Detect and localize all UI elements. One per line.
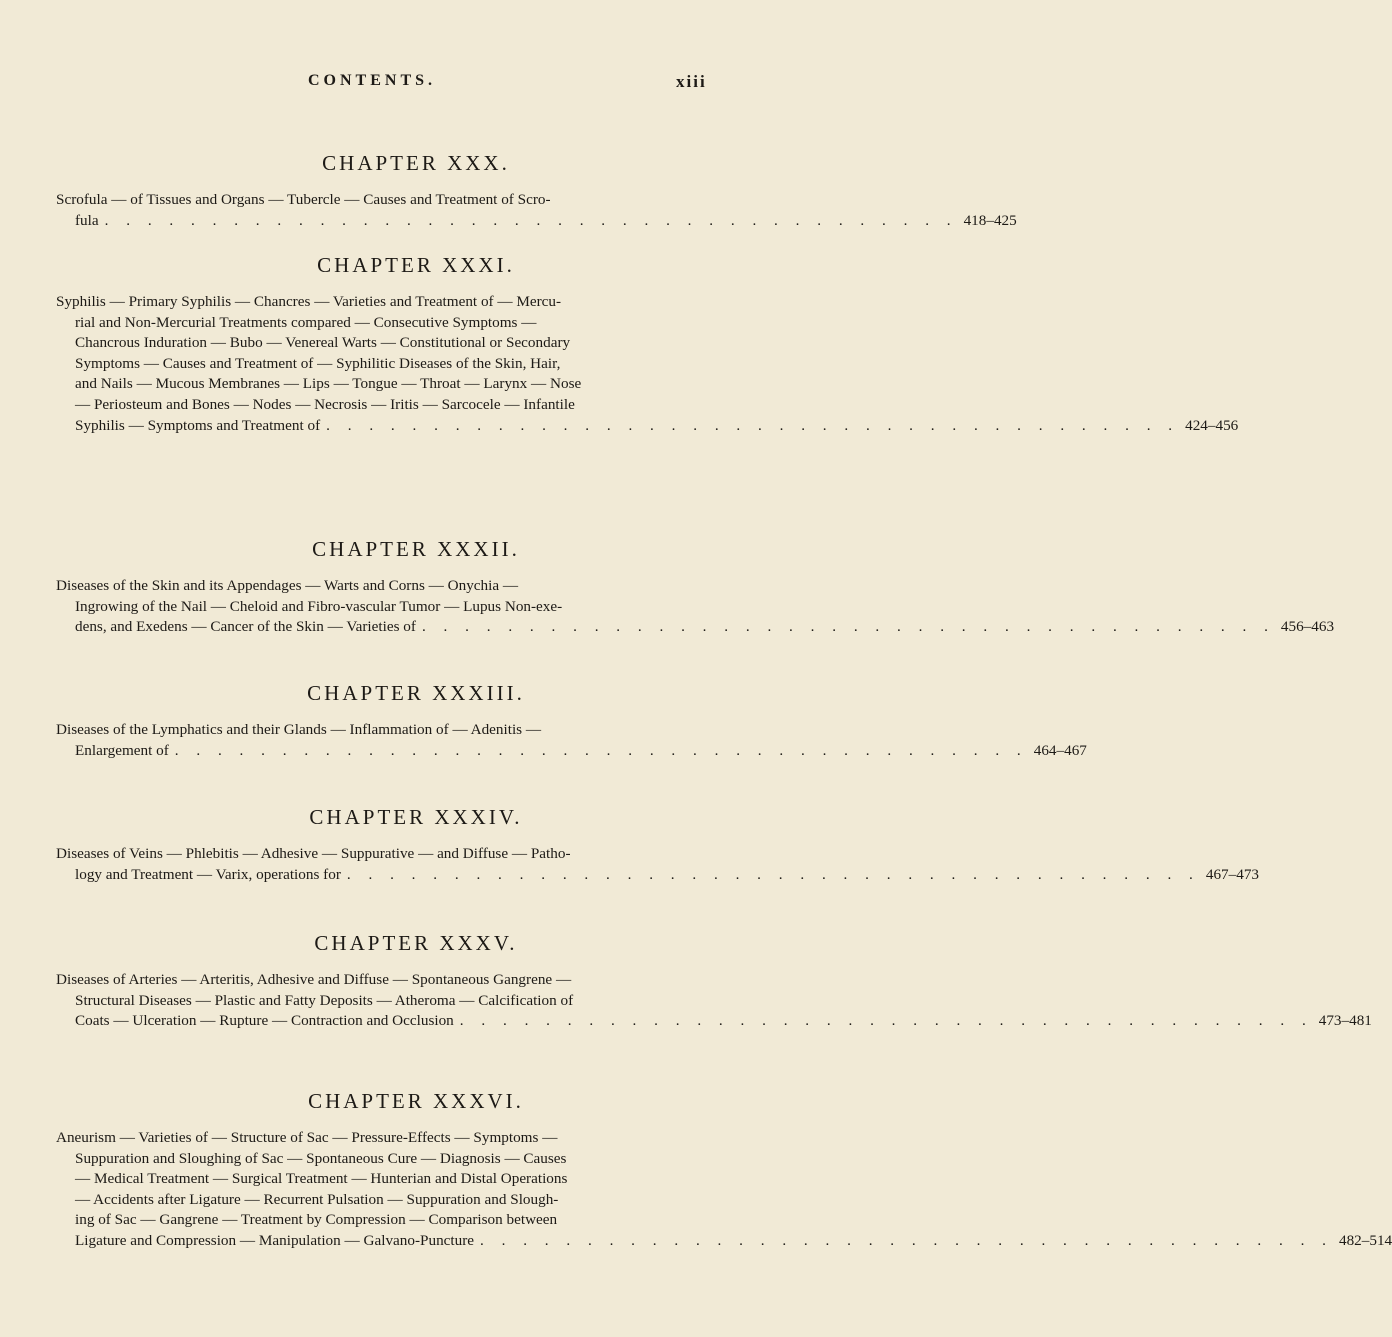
chapter-entry — [56, 252, 1239, 436]
chapter-summary — [56, 576, 1335, 638]
summary-line: dens, and Exedens — Cancer of the Skin — Varieties of — [75, 618, 416, 636]
summary-line: Symptoms — Causes and Treatment of — Syphilitic Diseases of the Skin, Hair, — [75, 354, 561, 372]
summary-line: Suppuration and Sloughing of Sac — Spontaneous Cure — Diagnosis — Causes — [75, 1149, 567, 1167]
summary-line: Coats — Ulceration — Rupture — Contraction and Occlusion — [75, 1012, 454, 1030]
page-range: 464–467 — [1033, 741, 1087, 759]
leader-dots: . . . . . . . . . . . . . . . . . . . . . . . . . . . . . . . . . . . . . . . . — [174, 741, 1028, 759]
chapter-heading: CHAPTER XXXII. — [312, 537, 520, 561]
chapter-entry — [56, 930, 1372, 1032]
chapter-summary — [56, 190, 1017, 231]
summary-line: and Nails — Mucous Membranes — Lips — Tongue — Throat — Larynx — Nose — [75, 375, 582, 393]
summary-line: rial and Non-Mercurial Treatments compared — Consecutive Symptoms — — [75, 313, 537, 331]
summary-line: Diseases of Arteries — Arteritis, Adhesive and Diffuse — Spontaneous Gangrene — — [56, 971, 572, 988]
running-title: CONTENTS. — [308, 72, 437, 89]
summary-line: Syphilis — Symptoms and Treatment of — [75, 416, 321, 434]
summary-line: — Accidents after Ligature — Recurrent Pulsation — Suppuration and Slough- — [75, 1190, 559, 1208]
leader-dots: . . . . . . . . . . . . . . . . . . . . . . . . . . . . . . . . . . . . . . . . — [346, 865, 1200, 883]
summary-line: Ingrowing of the Nail — Cheloid and Fibro-vascular Tumor — Lupus Non-exe- — [75, 597, 563, 615]
summary-line: Chancrous Induration — Bubo — Venereal Warts — Constitutional or Secondary — [75, 334, 571, 352]
page-range: 456–463 — [1280, 618, 1335, 636]
summary-line: ing of Sac — Gangrene — Treatment by Compression — Comparison between — [75, 1211, 558, 1229]
chapter-heading: CHAPTER XXXIII. — [307, 681, 525, 705]
page-range: 467–473 — [1205, 865, 1259, 883]
leader-dots: . . . . . . . . . . . . . . . . . . . . . . . . . . . . . . . . . . . . . . . . — [459, 1012, 1313, 1030]
chapter-summary — [56, 970, 1372, 1032]
summary-line: Diseases of Veins — Phlebitis — Adhesive — Suppurative — and Diffuse — Patho- — [56, 845, 571, 862]
leader-dots: . . . . . . . . . . . . . . . . . . . . . . . . . . . . . . . . . . . . . . . . — [480, 1231, 1333, 1249]
summary-line: — Periosteum and Bones — Nodes — Necrosis — Iritis — Sarcocele — Infantile — [75, 395, 575, 413]
page-range: 473–481 — [1318, 1012, 1372, 1030]
chapter-heading: CHAPTER XXXVI. — [308, 1089, 524, 1113]
summary-last-line — [56, 617, 1335, 638]
chapter-heading: CHAPTER XXXIV. — [309, 805, 523, 829]
running-header — [0, 72, 800, 96]
chapter-entry — [56, 150, 1017, 231]
summary-line: — Medical Treatment — Surgical Treatment — Hunterian and Distal Operations — [75, 1170, 568, 1188]
chapter-summary — [56, 720, 1087, 761]
summary-line: fula — [75, 211, 99, 229]
summary-last-line — [56, 211, 1017, 232]
summary-last-line — [56, 1231, 1392, 1252]
page-range: 482–514 — [1338, 1231, 1392, 1249]
page-range: 418–425 — [963, 211, 1017, 229]
summary-line: Diseases of the Lymphatics and their Glands — Inflammation of — Adenitis — — [56, 721, 542, 738]
chapter-summary — [56, 292, 1239, 436]
page-range: 424–456 — [1185, 416, 1239, 434]
chapter-heading: CHAPTER XXXV. — [314, 931, 518, 955]
summary-last-line — [56, 865, 1259, 886]
summary-last-line — [56, 1011, 1372, 1032]
summary-line: Enlargement of — [75, 741, 169, 759]
leader-dots: . . . . . . . . . . . . . . . . . . . . . . . . . . . . . . . . . . . . . . . . — [326, 416, 1180, 434]
summary-line: logy and Treatment — Varix, operations for — [75, 865, 341, 883]
page-number: xiii — [676, 72, 707, 91]
summary-line: Syphilis — Primary Syphilis — Chancres — Varieties and Treatment of — Mercu- — [56, 293, 562, 310]
leader-dots: . . . . . . . . . . . . . . . . . . . . . . . . . . . . . . . . . . . . . . . . — [104, 211, 958, 229]
leader-dots: . . . . . . . . . . . . . . . . . . . . . . . . . . . . . . . . . . . . . . . . — [421, 618, 1275, 636]
chapter-heading: CHAPTER XXX. — [322, 151, 510, 175]
summary-last-line — [56, 741, 1087, 762]
summary-line: Scrofula — of Tissues and Organs — Tubercle — Causes and Treatment of Scro- — [56, 191, 551, 208]
chapter-entry — [56, 680, 1087, 761]
chapter-entry — [56, 804, 1259, 885]
summary-line: Aneurism — Varieties of — Structure of Sac — Pressure-Effects — Symptoms — — [56, 1129, 558, 1146]
chapter-heading: CHAPTER XXXI. — [317, 253, 515, 277]
summary-last-line — [56, 416, 1239, 437]
summary-line: Diseases of the Skin and its Appendages — Warts and Corns — Onychia — — [56, 577, 519, 594]
summary-line: Ligature and Compression — Manipulation — Galvano-Puncture — [75, 1231, 475, 1249]
chapter-summary — [56, 844, 1259, 885]
chapter-summary — [56, 1128, 1392, 1252]
summary-line: Structural Diseases — Plastic and Fatty Deposits — Atheroma — Calcification of — [75, 991, 574, 1009]
chapter-entry — [56, 1088, 1392, 1252]
chapter-entry — [56, 536, 1335, 638]
